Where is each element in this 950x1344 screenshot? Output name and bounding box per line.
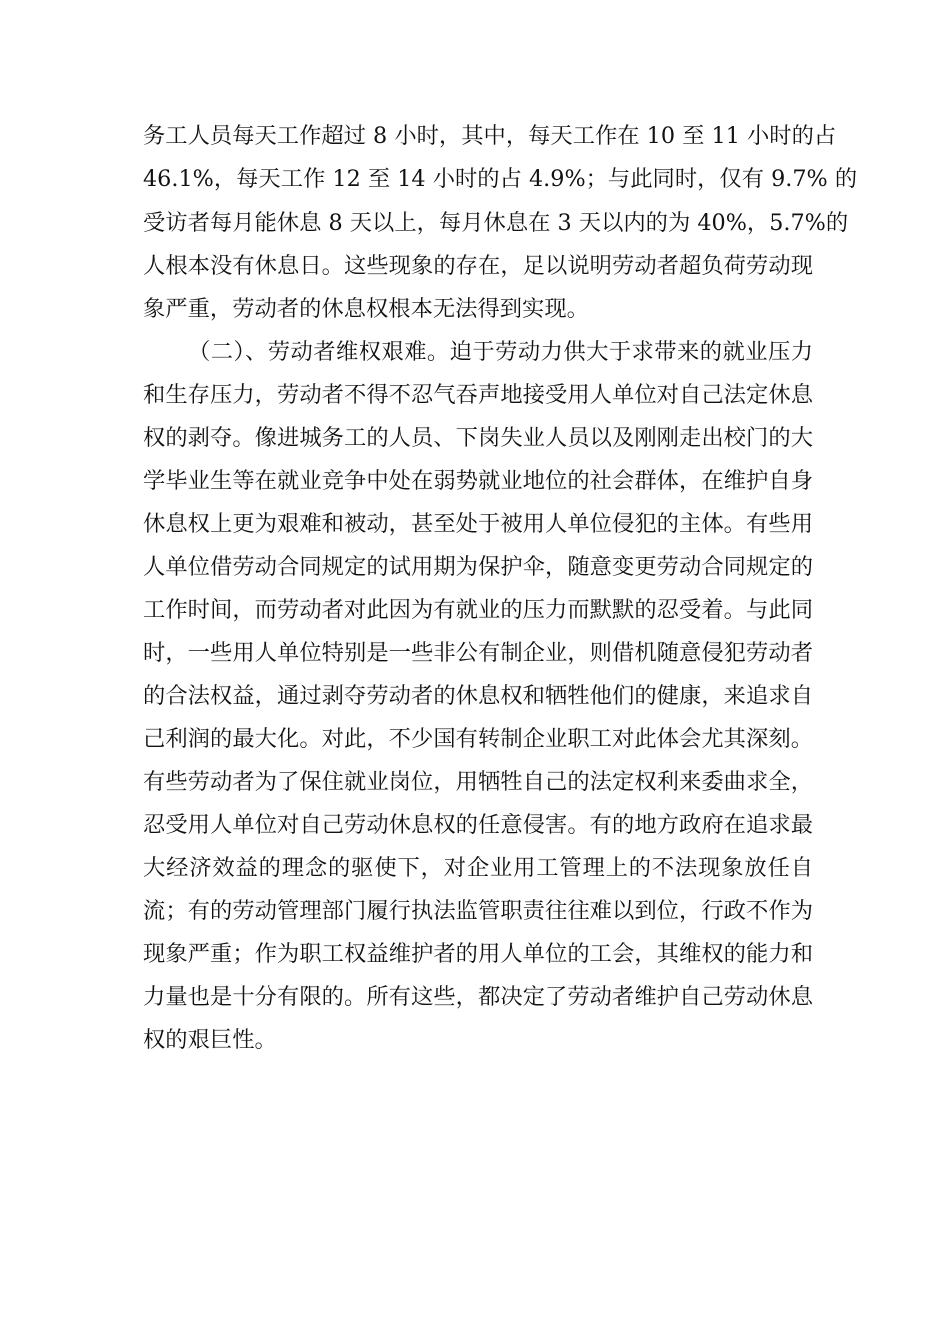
paragraph-1-line-4: 人根本没有休息日。这些现象的存在，足以说明劳动者超负荷劳动现 (143, 253, 813, 279)
paragraph-2-line-2: 和生存压力，劳动者不得不忍气吞声地接受用人单位对自己法定休息 (143, 382, 813, 408)
paragraph-2-line-11: 有些劳动者为了保住就业岗位，用牺牲自己的法定权利来委曲求全， (143, 769, 813, 795)
paragraph-2-line-15: 现象严重；作为职工权益维护者的用人单位的工会，其维权的能力和 (143, 941, 813, 967)
paragraph-1-line-2: 46.1%，每天工作 12 至 14 小时的占 4.9%；与此同时，仅有 9.7% 的 (143, 166, 858, 192)
paragraph-2-line-3: 权的剥夺。像进城务工的人员、下岗失业人员以及刚刚走出校门的大 (143, 425, 813, 451)
paragraph-2-line-4: 学毕业生等在就业竞争中处在弱势就业地位的社会群体，在维护自身 (143, 468, 813, 494)
paragraph-1-line-3: 受访者每月能休息 8 天以上，每月休息在 3 天以内的为 40%，5.7%的 (143, 210, 849, 236)
paragraph-2-line-8: 时，一些用人单位特别是一些非公有制企业，则借机随意侵犯劳动者 (143, 640, 813, 666)
paragraph-2-line-7: 工作时间，而劳动者对此因为有就业的压力而默默的忍受着。与此同 (143, 597, 813, 623)
paragraph-2-line-5: 休息权上更为艰难和被动，甚至处于被用人单位侵犯的主体。有些用 (143, 511, 813, 537)
paragraph-2-line-6: 人单位借劳动合同规定的试用期为保护伞，随意变更劳动合同规定的 (143, 554, 813, 580)
paragraph-2-line-13: 大经济效益的理念的驱使下，对企业用工管理上的不法现象放任自 (143, 855, 813, 881)
paragraph-2-line-16: 力量也是十分有限的。所有这些，都决定了劳动者维护自己劳动休息 (143, 984, 813, 1010)
paragraph-1-line-1: 务工人员每天工作超过 8 小时，其中，每天工作在 10 至 11 小时的占 (143, 123, 837, 149)
paragraph-2-line-9: 的合法权益，通过剥夺劳动者的休息权和牺牲他们的健康，来追求自 (143, 683, 813, 709)
paragraph-2-line-17: 权的艰巨性。 (143, 1027, 277, 1053)
paragraph-2-line-14: 流；有的劳动管理部门履行执法监管职责往往难以到位，行政不作为 (143, 898, 813, 924)
paragraph-1-line-5: 象严重，劳动者的休息权根本无法得到实现。 (143, 296, 589, 322)
paragraph-2-line-12: 忍受用人单位对自己劳动休息权的任意侵害。有的地方政府在追求最 (143, 812, 813, 838)
paragraph-2-line-1: （二）、劳动者维权艰难。迫于劳动力供大于求带来的就业压力 (188, 339, 813, 365)
paragraph-2-line-10: 己利润的最大化。对此，不少国有转制企业职工对此体会尤其深刻。 (143, 726, 813, 752)
